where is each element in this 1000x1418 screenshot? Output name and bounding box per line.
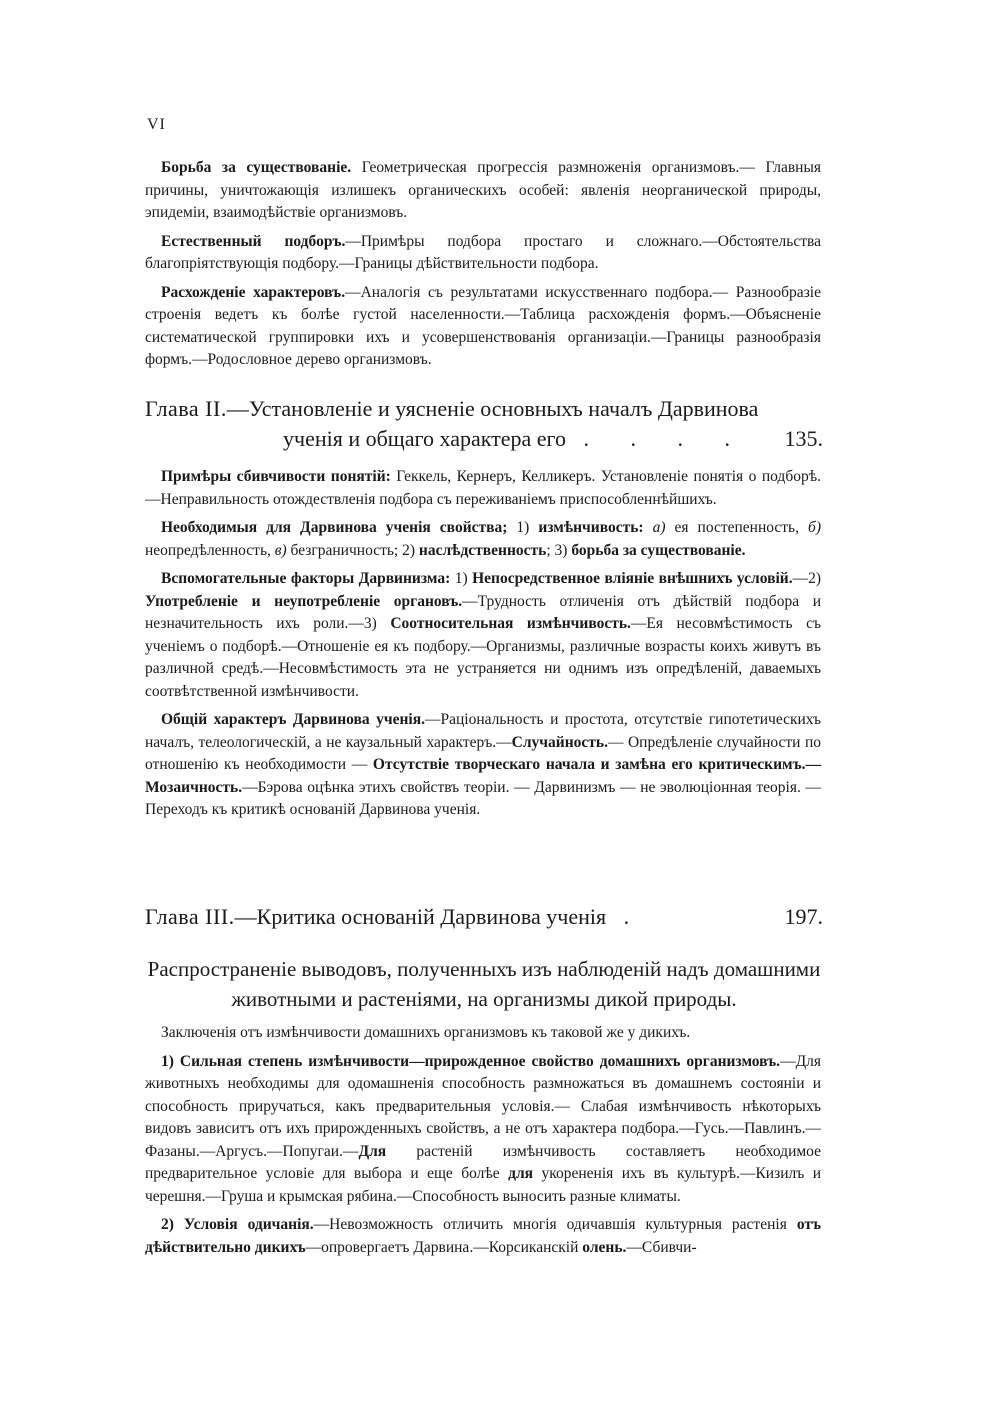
paragraph-text: —Аналогія съ результатами искусственнаго подбора.— Разнообразіе строенія ведетъ къ болѣе густой населенности.—Таблица расхожденія формъ.—Объясненіе систематической группировки ихъ и усовершенствованія организаціи.—Границы разнообразія формъ.—Родословное дерево организмовъ.	[145, 283, 821, 368]
paragraph-strong-variability	[145, 1051, 821, 1209]
text: —Раціональность и простота, отсутствіе гипотетическихъ началъ, телеологическій, а не каузальный характеръ.—	[145, 711, 821, 751]
text: —Сбивчи-	[626, 1238, 697, 1256]
text: —опровергаетъ Дарвина.—Корсиканскій	[305, 1238, 583, 1256]
paragraph-confusion-of-concepts	[145, 466, 821, 511]
heading-inline: 2) Условія одичанія.	[161, 1216, 314, 1233]
paragraph-auxiliary-factors	[145, 568, 821, 703]
paragraph-general-character	[145, 709, 821, 822]
paragraph-conclusions: Заключенія отъ измѣнчивости домашнихъ организмовъ къ таковой же у дикихъ.	[161, 1024, 691, 1041]
heading-inline: Необходимыя для Дарвинова ученія свойства;	[161, 519, 508, 536]
chapter-2-title-part1: —Установленіе и уясненіе основныхъ началъ Дарвинова	[226, 396, 759, 421]
italic-marker: в)	[270, 541, 287, 559]
heading-inline: Расхожденіе характеровъ.	[161, 283, 346, 301]
text: неопредѣленность,	[145, 541, 271, 559]
bold-term: наслѣдственность	[418, 541, 547, 559]
chapter-3-page: 197.	[784, 904, 823, 929]
bold-term: отъ дѣйствительно дикихъ	[145, 1216, 822, 1256]
section-chapter3	[145, 1022, 821, 1265]
italic-marker: б)	[799, 519, 821, 536]
text: безграничность; 2)	[286, 541, 419, 559]
chapter-2-line1	[145, 394, 823, 424]
chapter-2-label: Глава II.	[145, 396, 227, 421]
text: —2)	[792, 570, 821, 587]
bold-term: борьба за существованіе.	[571, 541, 746, 559]
heading-inline: Общій характеръ Дарвинова ученія.	[161, 711, 425, 728]
bold-term: Отсутствіе творческаго начала и замѣна его критическимъ.—Мозаичность.	[145, 756, 821, 796]
paragraph-text: Геккель, Кернеръ, Келликеръ. Установленіе понятія о подборѣ.—Неправильность отождествленія подбора съ переживаніемъ приспособленнѣйшихъ.	[145, 468, 822, 508]
heading-inline: 1) Сильная степень измѣнчивости—прирожденное свойство домашнихъ организмовъ.	[161, 1052, 781, 1070]
bold-term: Непосредственное вліяніе внѣшнихъ условій.	[472, 570, 793, 587]
paragraph-feralization	[145, 1214, 821, 1259]
text: укорененія ихъ въ культурѣ.—Кизилъ и черешня.—Груша и крымская рябина.—Способность выносить разные климаты.	[145, 1165, 821, 1205]
bold-term: Употребленіе и неупотребленіе органовъ.	[145, 592, 463, 610]
bold-term: для	[508, 1165, 534, 1182]
heading-inline: Примѣры сбивчивости понятій:	[161, 468, 391, 485]
heading-inline: Вспомогательные факторы Дарвинизма:	[161, 570, 451, 587]
section-struggle	[145, 157, 821, 378]
paragraph-text: Геометрическая прогрессія размноженія организмовъ.— Главныя причины, уничтожающія излишекъ органическихъ особей: явленія неорганической природы, эпидеміи, взаимодѣйствіе организмовъ.	[145, 159, 822, 221]
chapter-2-dots: . . . .	[583, 426, 749, 451]
heading-inline: Естественный подборъ.	[161, 232, 346, 250]
italic-marker: а)	[643, 519, 666, 536]
bold-term: Для	[358, 1142, 387, 1160]
text: растеній измѣнчивость составляетъ необходимое предварительное условіе для выбора и еще болѣе	[145, 1142, 821, 1182]
page-number: VI	[147, 116, 166, 133]
text: —Для животныхъ необходимы для одомашненія способность размножаться въ домашнемъ состояніи и способность приручаться, какъ предварительныя условія.— Слабая измѣнчивость нѣкоторыхъ видовъ зависитъ отъ ихъ прирожденныхъ свойствъ, а не отъ характера подбора.—Гусь.—Павлинъ.—Фазаны.—Аргусъ.—Попугаи.—	[145, 1052, 821, 1160]
text: 1)	[450, 570, 473, 587]
text: —Невозможность отличить многія одичавшія культурныя растенія	[313, 1216, 797, 1233]
bold-term: олень.	[582, 1238, 627, 1256]
paragraph-divergence	[145, 282, 821, 372]
heading-inline: Борьба за существованіе.	[161, 159, 352, 176]
chapter-2-page: 135.	[784, 426, 823, 451]
bold-term: Случайность.	[511, 733, 608, 751]
chapter-3-dots: .	[623, 904, 630, 929]
chapter-2-title-part2: ученія и общаго характера его	[283, 426, 567, 451]
chapter-3-label: Глава III.	[145, 904, 235, 929]
bold-term: измѣнчивость:	[538, 519, 644, 536]
bold-term: Соотносительная измѣнчивость.	[390, 615, 631, 632]
chapter-2-line2	[145, 424, 823, 454]
text: —Ея несовмѣстимость съ ученіемъ о подборѣ.—Отношеніе ея къ подбору.—Организмы, различные возрасты коихъ живутъ въ различной средѣ.—Несовмѣстимость эта не устраняется ни однимъ изъ опредѣленій, даваемыхъ соотвѣтственной измѣнчивости.	[145, 615, 822, 700]
paragraph-text: —Примѣры подбора простаго и сложнаго.—Обстоятельства благопріятствующія подбору.—Границы дѣйствительности подбора.	[145, 232, 821, 272]
paragraph-natural-selection	[145, 231, 821, 276]
text: ея постепенность,	[665, 519, 800, 536]
paragraph-struggle-for-existence	[145, 157, 821, 225]
text: —Бэрова оцѣнка этихъ свойствъ теоріи. — Дарвинизмъ — не эволюціонная теорія. — Переходъ къ критикѣ основаній Дарвинова ученія.	[145, 778, 821, 818]
chapter-2-heading	[145, 394, 823, 454]
section-chapter2	[145, 466, 821, 828]
text: ; 3)	[546, 541, 572, 559]
text: — Опредѣленіе случайности по отношенію къ необходимости —	[145, 733, 822, 773]
section-subtitle: Распространеніе выводовъ, полученныхъ изъ наблюденій надъ домашними животными и растеніями, на организмы дикой природы.	[147, 957, 821, 1011]
paragraph-necessary-properties	[145, 517, 821, 562]
text: 1)	[507, 519, 539, 536]
text: —Трудность отличенія отъ дѣйствій подбора и незначительность ихъ роли.—3)	[145, 592, 822, 632]
chapter-3-title: —Критика основаній Дарвинова ученія	[234, 904, 607, 929]
chapter-3-heading	[145, 902, 823, 932]
chapter-3-line	[145, 902, 823, 932]
